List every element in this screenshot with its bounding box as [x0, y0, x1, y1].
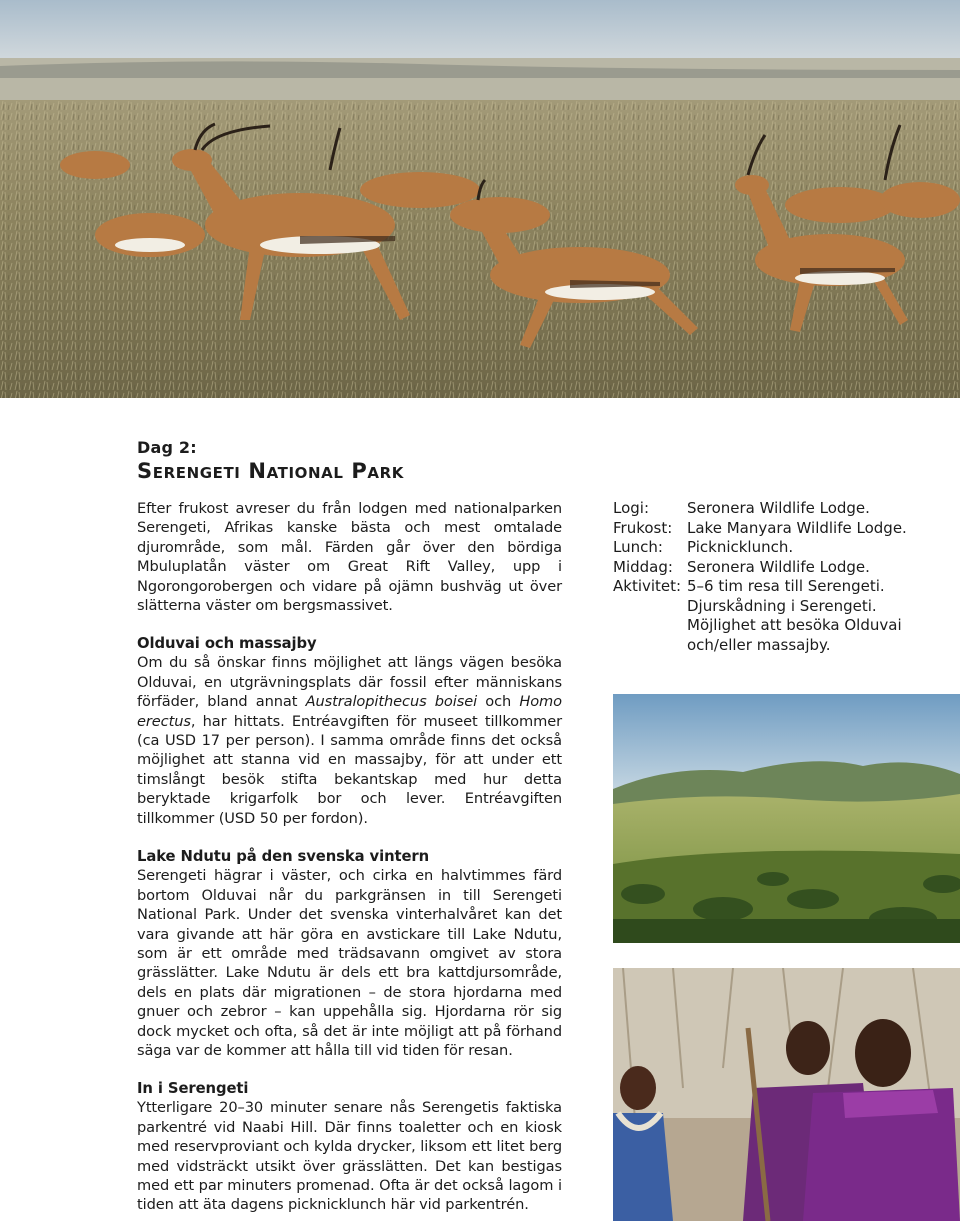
info-key: Middag: [613, 557, 673, 576]
olduvai-italic-species-1: Australopithecus boisei [305, 693, 478, 711]
hero-photo-gazelles [0, 0, 960, 398]
in-serengeti-heading: In i Serengeti [137, 1080, 249, 1097]
info-row [613, 597, 958, 617]
ndutu-section [137, 847, 562, 1060]
landscape-photo [613, 694, 960, 943]
info-value: Lake Manyara Wildlife Lodge. [687, 518, 907, 537]
info-key: Frukost: [613, 518, 673, 537]
olduvai-text-3: , har hittats. Entréavgiften för museet tillkommer (ca USD 17 per person). I samma område finns det också möjlighet att stanna vid en massajby, för att under ett timslångt besök stifta bekantskap med hur detta beryktade krigarfolk bor och lever. Entréavgiften tillkommer (USD 50 per fordon). [137, 712, 562, 827]
info-row [613, 538, 958, 558]
info-value: Möjlighet att besöka Olduvai och/eller massajby. [687, 616, 902, 654]
info-key [613, 597, 687, 617]
info-key [613, 616, 687, 655]
info-row [613, 499, 958, 519]
in-serengeti-paragraph: Ytterligare 20–30 minuter senare nås Serengetis faktiska parkentré vid Naabi Hill. Där finns toaletter och en kiosk med reservproviant och kylda drycker, liksom ett litet berg med vidsträckt utsikt över grässlätten. Det kan bestigas med ett par minuters promenad. Ofta är det också lagom i tiden att äta dagens picknicklunch här vid parkentrén. [137, 1099, 562, 1214]
ndutu-heading: Lake Ndutu på den svenska vintern [137, 848, 430, 865]
info-table [613, 499, 958, 655]
day-info-box [613, 499, 958, 655]
olduvai-section [137, 634, 562, 828]
day-label: Dag 2: [137, 438, 197, 457]
info-row [613, 577, 958, 597]
info-value: Seronera Wildlife Lodge. [687, 557, 870, 576]
maasai-people-photo [613, 968, 960, 1221]
olduvai-italic-species-2: Homo erectus [137, 693, 562, 730]
ndutu-paragraph: Serengeti hägrar i väster, och cirka en halvtimmes färd bortom Olduvai når du parkgränsen in till Serengeti National Park. Under det svenska vinterhalvåret kan det vara givande att här göra en avstickare till Lake Ndutu, som är ett område med trädsavann omgivet av stora grässlätter. Lake Ndutu är dels ett bra kattdjursområde, dels en plats där migrationen – de stora hjordarna med gnuer och zebror – kan uppehålla sig. Hjordarna rör sig dock mycket och ofta, så det är inte möjligt att på förhand säga var de kommer att hålla till vid tiden för resan. [137, 867, 562, 1060]
info-row [613, 558, 958, 578]
info-key: Lunch: [613, 538, 663, 556]
intro-paragraph: Efter frukost avreser du från lodgen med nationalparken Serengeti, Afrikas kanske bästa och mest omtalade djurområde, som mål. Färden går över den bördiga Mbuluplatån väster om Great Rift Valley, upp i Ngorongorobergen och vidare på ojämn bushväg ut över slätterna väster om bergsmassivet. [137, 500, 562, 615]
info-value: Djurskådning i Serengeti. [687, 596, 877, 615]
info-value: Picknicklunch. [687, 538, 794, 556]
info-row [613, 519, 958, 539]
day-title: Serengeti National Park [137, 459, 404, 483]
info-key: Logi: [613, 499, 650, 517]
intro-section [137, 499, 562, 615]
in-serengeti-section [137, 1079, 562, 1215]
info-value: Seronera Wildlife Lodge. [687, 499, 870, 517]
olduvai-text-1: Om du så önskar finns möjlighet att längs vägen besöka Olduvai, en utgrävningsplats där fossil efter människans förfäder, bland annat [137, 654, 562, 711]
olduvai-text-2: och [477, 693, 520, 711]
info-row [613, 616, 958, 655]
info-key: Aktivitet: [613, 577, 682, 595]
info-value: 5–6 tim resa till Serengeti. [687, 577, 885, 595]
olduvai-heading: Olduvai och massajby [137, 635, 317, 652]
olduvai-paragraph [137, 653, 562, 828]
